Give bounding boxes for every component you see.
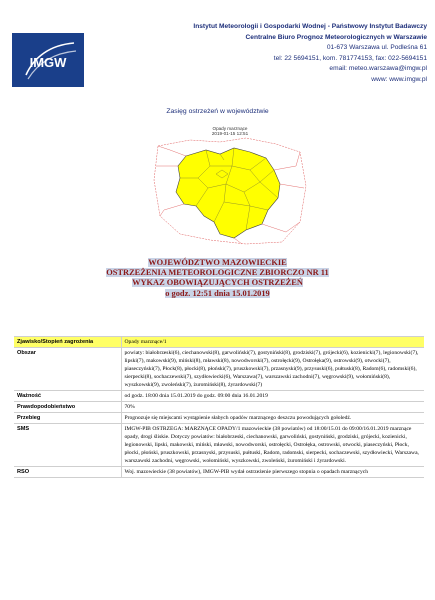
map-title: Zasięg ostrzeżeń w województwie (166, 108, 269, 115)
org-office: Centralne Biuro Prognoz Meteorologicznych w Warszawie (245, 33, 427, 41)
row-label: Ważność (14, 391, 121, 402)
logo-text: IMGW (29, 55, 67, 70)
warning-list-heading: WYKAZ OBOWIĄZUJĄCYCH OSTRZEŻEŃ (132, 278, 303, 288)
row-label: SMS (14, 424, 121, 467)
map-caption-timestamp: 2019-01-15 12:51 (211, 131, 249, 137)
row-value: 70% (121, 402, 424, 413)
table-row-area (14, 348, 424, 391)
organization-info (193, 22, 427, 86)
table-row-rso (14, 467, 424, 478)
row-value: Prognozuje się miejscami wystąpienie słabych opadów marznącego deszczu powodujących gołoledź. (121, 413, 424, 424)
warning-bulletin-number: OSTRZEŻENIA METEOROLOGICZNE ZBIORCZO NR 11 (106, 268, 329, 278)
row-value: Woj. mazowieckie (38 powiatów), IMGW-PIB wydał ostrzeżenie pierwszego stopnia o opadach marznących (121, 467, 424, 478)
table-row-sms (14, 424, 424, 467)
org-address: 01-673 Warszawa ul. Podleśna 61 (326, 44, 427, 52)
table-row-probability (14, 402, 424, 413)
table-row-phenomenon (14, 337, 424, 348)
warning-table (14, 336, 424, 478)
row-value: IMGW-PIB OSTRZEGA: MARZNĄCE OPADY/1 mazowieckie (38 powiatów) od 18:00/15.01 do 09:00/16.01.2019 marznące opady, drogi śliskie. Dotyczy powiatów: białobrzeski, ciechanowski, garwoliński, gostyniński, grodziski, grójecki, kozienicki, legionowski, lipski, makowski, miński, mławski, nowodworski, ostrołęcki, Ostrołęka, ostrowski, otwocki, piaseczyński, Płock, płocki, płoński, pruszkowski, przasnyski, przysuski, pułtuski, Radom, radomski, sierpecki, sochaczewski, szydłowiecki, Warszawa, warszawski zachodni, węgrowski, wołomiński, wyszkowski, zwoleński, żuromiński i żyrardowski. (121, 424, 424, 467)
region-name: WOJEWÓDZTWO MAZOWIECKIE (148, 258, 287, 267)
warning-title-block (0, 258, 435, 299)
warning-area (176, 148, 280, 238)
org-website: www: www.imgw.pl (371, 75, 427, 83)
row-label: Zjawisko/Stopień zagrożenia (14, 337, 121, 348)
org-phone: tel: 22 5694151, kom. 781774153, fax: 022-5694151 (273, 54, 427, 62)
map-caption-phenomenon: Opady marznące (212, 126, 248, 131)
voivodeship-map-svg (150, 126, 310, 246)
document-header (0, 0, 435, 100)
table-row-course (14, 413, 424, 424)
row-value: Opady marznące/1 (121, 337, 424, 348)
row-label: Prawdopodobieństwo (14, 402, 121, 413)
row-value: od godz. 18:00 dnia 15.01.2019 do godz. 09:00 dnia 16.01.2019 (121, 391, 424, 402)
row-label: Przebieg (14, 413, 121, 424)
map-caption (150, 126, 310, 137)
warning-map (150, 126, 310, 246)
table-row-validity (14, 391, 424, 402)
imgw-logo (12, 33, 84, 87)
org-name: Instytut Meteorologii i Gospodarki Wodnej - Państwowy Instytut Badawczy (193, 23, 427, 30)
warning-issue-time: o godz. 12:51 dnia 15.01.2019 (165, 288, 270, 298)
row-value: powiaty: białobrzeski(6), ciechanowski(8), garwoliński(7), gostyniński(8), grodziski(7), grójecki(6), kozienicki(7), legionowski(7), lipski(7), makowski(9), miński(8), mławski(8), nowodworski(7), ostrołęcki(9), Ostrołęka(9), ostrowski(9), otwocki(7), piaseczyński(7), Płock(8), płocki(8), płoński(7), pruszkowski(7), przasnyski(9), przysuski(6), pułtuski(8), Radom(6), radomski(6), sierpecki(8), sochaczewski(7), szydłowiecki(6), Warszawa(7), warszawski zachodni(7), węgrowski(9), wołomiński(8), wyszkowski(9), zwoleński(7), żuromiński(8), żyrardowski(7) (121, 348, 424, 391)
row-label: RSO (14, 467, 121, 478)
row-label: Obszar (14, 348, 121, 391)
org-email: email: meteo.warszawa@imgw.pl (329, 65, 427, 73)
